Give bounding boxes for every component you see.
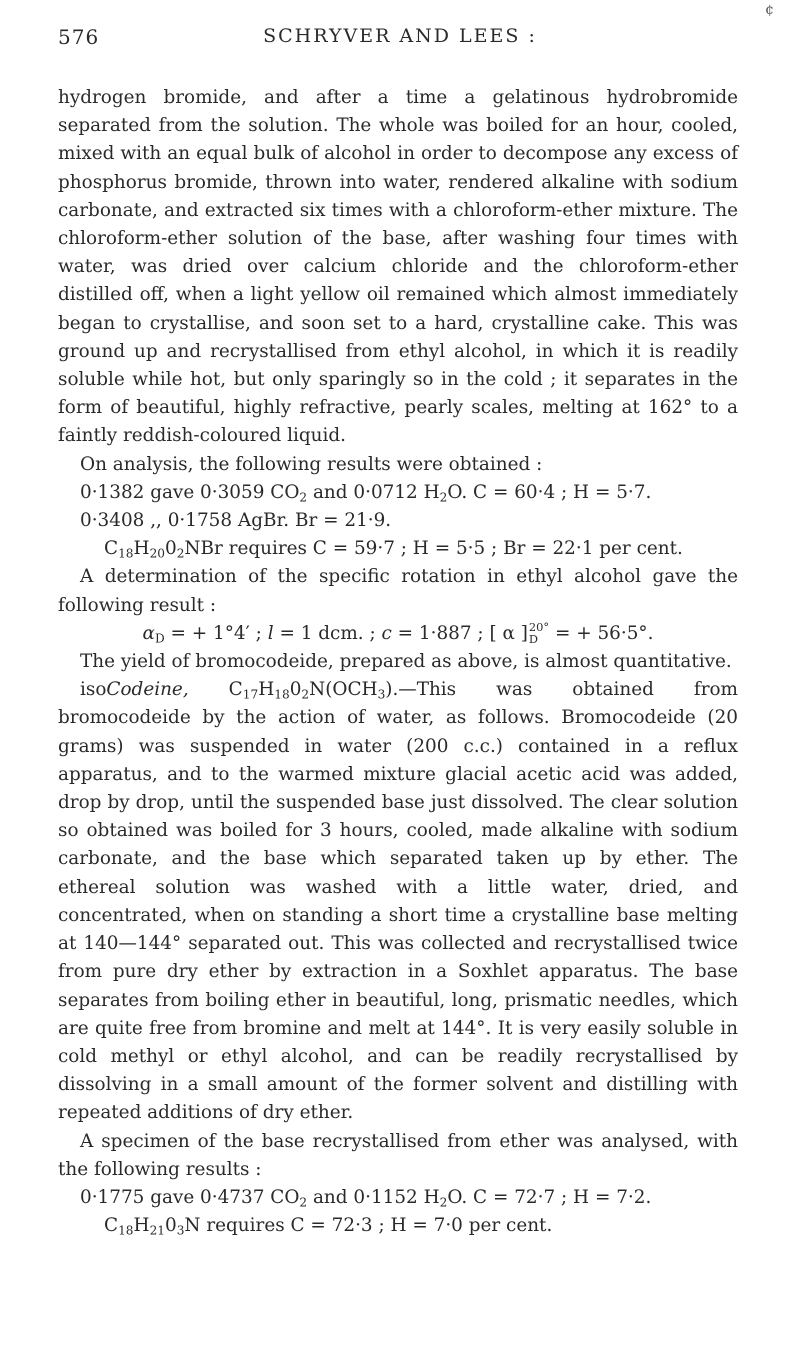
running-head: SCHRYVER AND LEES : xyxy=(263,25,537,47)
analysis-line-1: 0·1382 gave 0·3059 $CO_2$ and 0·0712 $H_2O$. C = 60·4 ; H = 5·7. xyxy=(80,481,652,505)
analysis-line-2: 0·3408 ,, 0·1758 AgBr. Br = 21·9. xyxy=(80,510,392,532)
page-body xyxy=(58,84,738,1240)
paragraph-isocodeine: isoCodeine, $C_{17}H_{18}0_2N(OCH_3).—This$ was obtained from bromocodeide by the action of water, as follows. Bromocodeide (20 grams) was suspended in water (200 c.c.) contained in a reflux apparatus, and to the warmed mixture glacial acetic acid was added, drop by drop, until the suspended base just dissolved. The clear solution so obtained was boiled for 3 hours, cooled, made alkaline with sodium carbonate, and the base which separated taken up by ether. The ethereal solution was washed with a little water, dried, and concentrated, when on standing a short time a crystalline base melting at 140—144° separated out. This was collected and recrystallised twice from pure dry ether by extraction in a Soxhlet apparatus. The base separates from boiling ether in beautiful, long, prismatic needles, which are quite free from bromine and melt at 144°. It is very easily soluble in cold methyl or ethyl alcohol, and can be readily recrystallised by dissolving in a small amount of the former solvent and distilling with repeated additions of dry ether. xyxy=(58,679,738,1124)
formula-requirement-1: $C_{18}H_{20}0_2NBr$ requires C = 59·7 ; H = 5·5 ; Br = 22·1 per cent. xyxy=(104,538,683,561)
paragraph-analysis-intro: On analysis, the following results were obtained : xyxy=(80,453,543,475)
analysis-line-3: 0·1775 gave 0·4737 $CO_2$ and 0·1152 $H_2O$. C = 72·7 ; H = 7·2. xyxy=(80,1186,652,1210)
corner-mark: ¢ xyxy=(765,2,774,18)
page-number: 576 xyxy=(58,25,100,49)
paragraph-rotation-intro: A determination of the specific rotation in ethyl alcohol gave the following result : xyxy=(58,566,738,616)
paragraph-continuation: hydrogen bromide, and after a time a gelatinous hydrobromide separated from the solution. The whole was boiled for an hour, cooled, mixed with an equal bulk of alcohol in order to decompose any excess of phosphorus bromide, thrown into water, rendered alkaline with sodium carbonate, and extracted six times with a chloroform-ether mixture. The chloroform-ether solution of the base, after washing four times with water, was dried over calcium chloride and the chloroform-ether distilled off, when a light yellow oil remained which almost immediately began to crystallise, and soon set to a hard, crystalline cake. This was ground up and recrystallised from ethyl alcohol, in which it is readily soluble while hot, but only sparingly so in the cold ; it separates in the form of beautiful, highly refractive, pearly scales, melting at 162° to a faintly reddish-coloured liquid. xyxy=(58,87,738,447)
paragraph-specimen: A specimen of the base recrystallised from ether was analysed, with the following results : xyxy=(58,1130,738,1180)
rotation-equation: $\alpha_D$ = + 1°4′ ; l = 1 dcm. ; c = 1·887 ; [ α ] 20° D = + 56·5°. xyxy=(142,620,654,646)
formula-requirement-2: $C_{18}H_{21}0_3N$ requires C = 72·3 ; H = 7·0 per cent. xyxy=(104,1215,553,1238)
paragraph-yield: The yield of bromocodeide, prepared as above, is almost quantitative. xyxy=(80,651,732,673)
